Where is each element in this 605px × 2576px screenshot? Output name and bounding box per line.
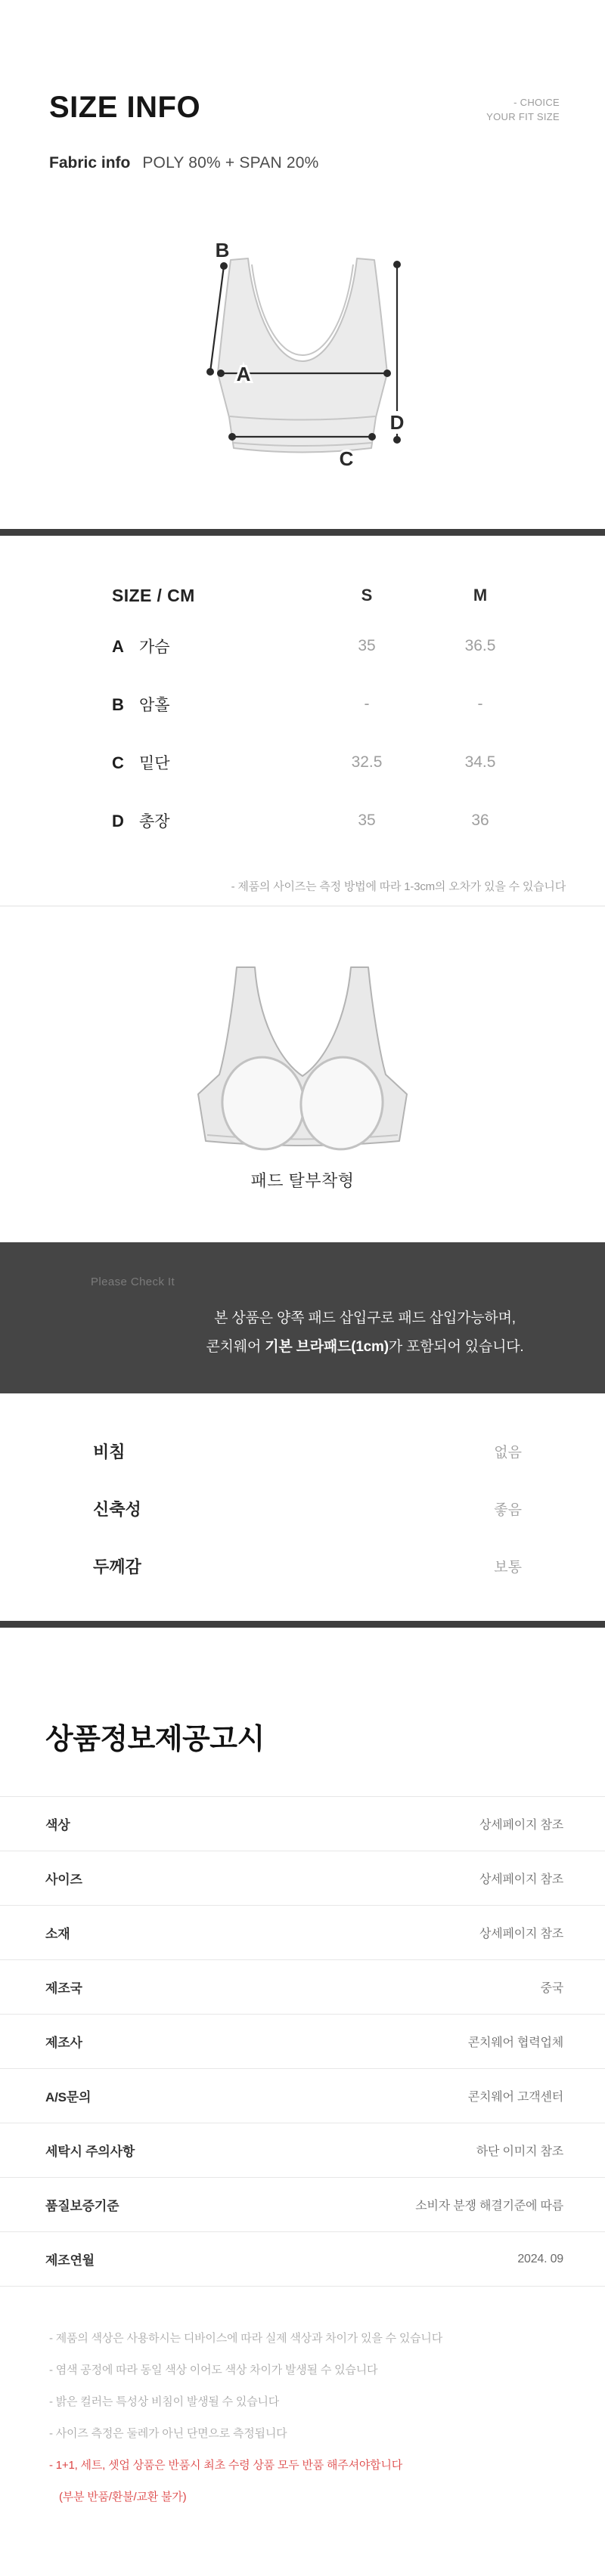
footer-note: - 제품의 색상은 사용하시는 디바이스에 따라 실제 색상과 차이가 있을 수 있습니다	[49, 2331, 443, 2345]
size-value-s: 35	[358, 811, 376, 829]
attribute-row	[0, 1422, 605, 1480]
tagline-line-1: - CHOICE	[513, 97, 560, 108]
product-info-label: 제조국	[45, 1981, 82, 1996]
attribute-label: 두께감	[93, 1557, 141, 1576]
size-value-m: 36	[471, 811, 489, 829]
size-value-m: 34.5	[464, 753, 496, 771]
product-info-row	[0, 1797, 605, 1851]
check-notice-box	[0, 1242, 605, 1393]
product-info-label: A/S문의	[45, 2090, 92, 2104]
product-info-label: 사이즈	[45, 1872, 82, 1887]
size-row-name: 총장	[139, 812, 170, 830]
attribute-value: 좋음	[494, 1501, 522, 1518]
attribute-value: 보통	[494, 1559, 522, 1576]
tagline-line-2: YOUR FIT SIZE	[486, 111, 560, 122]
footer-note: - 밝은 컬러는 특성상 비침이 발생될 수 있습니다	[49, 2395, 280, 2408]
product-info-label: 제조연월	[45, 2253, 95, 2268]
attribute-row	[0, 1537, 605, 1594]
pad-illustration	[197, 961, 408, 1152]
product-info-row	[0, 2015, 605, 2069]
thin-divider	[0, 905, 605, 907]
size-value-m: -	[477, 694, 483, 713]
footer-note: - 사이즈 측정은 둘레가 아닌 단면으로 측정됩니다	[49, 2426, 287, 2440]
size-value-s: 35	[358, 636, 376, 654]
product-info-value: 상세페이지 참조	[479, 1819, 563, 1832]
size-value-s: -	[364, 694, 370, 713]
attribute-row	[0, 1480, 605, 1537]
measure-dot	[393, 261, 401, 268]
product-info-title: 상품정보제공고시	[45, 1724, 265, 1755]
footer-note: - 염색 공정에 따라 동일 색상 이어도 색상 차이가 발생될 수 있습니다	[49, 2363, 378, 2377]
check-notice-line-2	[125, 1335, 605, 1356]
size-column-m: M	[473, 586, 488, 605]
product-info-value: 소비자 분쟁 해결기준에 따름	[415, 2200, 563, 2213]
fabric-info-value: POLY 80% + SPAN 20%	[142, 154, 319, 172]
size-table-row	[0, 791, 605, 849]
size-value-s: 32.5	[351, 753, 383, 771]
measure-dot	[383, 370, 391, 377]
product-info-label: 소재	[45, 1927, 70, 1941]
size-table-title: SIZE / CM	[112, 585, 195, 605]
section-divider-bar	[0, 529, 605, 536]
footer-notes	[0, 2321, 605, 2512]
measure-dot	[368, 433, 376, 441]
size-row-letter: A	[112, 636, 124, 656]
page-title: SIZE INFO	[49, 91, 201, 124]
size-row-letter: C	[112, 753, 124, 772]
product-info-row	[0, 1851, 605, 1906]
measure-dot	[217, 370, 225, 377]
section-divider-bar	[0, 1621, 605, 1628]
product-info-row	[0, 2069, 605, 2123]
product-info-value: 콘치웨어 고객센터	[467, 2091, 563, 2104]
product-info-table	[0, 1796, 605, 2287]
product-info-label: 색상	[45, 1818, 70, 1832]
measure-label-c: C	[339, 447, 354, 470]
size-row-name: 밑단	[139, 754, 170, 772]
product-info-row	[0, 2232, 605, 2287]
fabric-info-label: Fabric info	[49, 154, 131, 172]
footer-note-return-policy-detail: (부분 반품/환불/교환 불가)	[59, 2490, 187, 2503]
product-info-value: 상세페이지 참조	[479, 1873, 563, 1886]
product-info-row	[0, 1960, 605, 2015]
check-notice-text	[125, 1307, 605, 1356]
product-info-value: 하단 이미지 참조	[476, 2145, 563, 2158]
size-table-row	[0, 617, 605, 675]
check-line2-suffix: 가 포함되어 있습니다.	[388, 1339, 524, 1355]
product-info-value: 중국	[540, 1982, 563, 1995]
size-table-row	[0, 675, 605, 733]
attribute-value: 없음	[494, 1444, 522, 1461]
measure-dot	[220, 262, 228, 270]
measure-dot	[228, 433, 236, 441]
size-table	[0, 574, 605, 849]
product-info-label: 세탁시 주의사항	[45, 2145, 135, 2159]
fabric-attributes	[0, 1422, 605, 1594]
product-info-value: 2024. 09	[517, 2252, 563, 2265]
attribute-label: 신축성	[93, 1499, 141, 1519]
product-info-value: 상세페이지 참조	[479, 1928, 563, 1941]
product-info-label: 품질보증기준	[45, 2199, 119, 2213]
product-info-row	[0, 2178, 605, 2232]
product-info-row	[0, 1906, 605, 1960]
measure-dot	[393, 436, 401, 444]
check-line2-prefix: 콘치웨어	[206, 1339, 265, 1355]
measure-label-b: B	[215, 242, 230, 261]
measure-dot	[206, 368, 214, 376]
measurement-diagram	[166, 242, 439, 484]
size-row-name: 가슴	[139, 638, 170, 656]
header-tagline	[486, 95, 560, 124]
pad-caption: 패드 탈부착형	[250, 1171, 355, 1190]
size-row-letter: D	[112, 811, 124, 830]
size-table-header	[0, 574, 605, 617]
product-info-value: 콘치웨어 협력업체	[467, 2036, 563, 2049]
measure-label-d: D	[389, 411, 405, 434]
size-row-letter: B	[112, 694, 124, 714]
size-tolerance-note: - 제품의 사이즈는 측정 방법에 따라 1-3cm의 오차가 있을 수 있습니다	[231, 880, 566, 893]
header	[0, 0, 605, 125]
product-info-label: 제조사	[45, 2036, 82, 2050]
product-info-row	[0, 2123, 605, 2178]
check-line2-bold: 기본 브라패드(1cm)	[265, 1339, 389, 1355]
size-column-s: S	[361, 586, 373, 605]
measure-label-a: A	[236, 363, 251, 385]
size-table-row	[0, 733, 605, 791]
size-row-name: 암홀	[139, 696, 170, 714]
fabric-info-row	[0, 154, 605, 174]
footer-note-return-policy: - 1+1, 세트, 셋업 상품은 반품시 최초 수령 상품 모두 반품 해주셔야합니다	[49, 2458, 403, 2472]
check-notice-label: Please Check It	[91, 1276, 175, 1288]
size-value-m: 36.5	[464, 636, 496, 654]
attribute-label: 비침	[93, 1442, 126, 1461]
check-notice-line-1: 본 상품은 양쪽 패드 삽입구로 패드 삽입가능하며,	[214, 1310, 516, 1326]
